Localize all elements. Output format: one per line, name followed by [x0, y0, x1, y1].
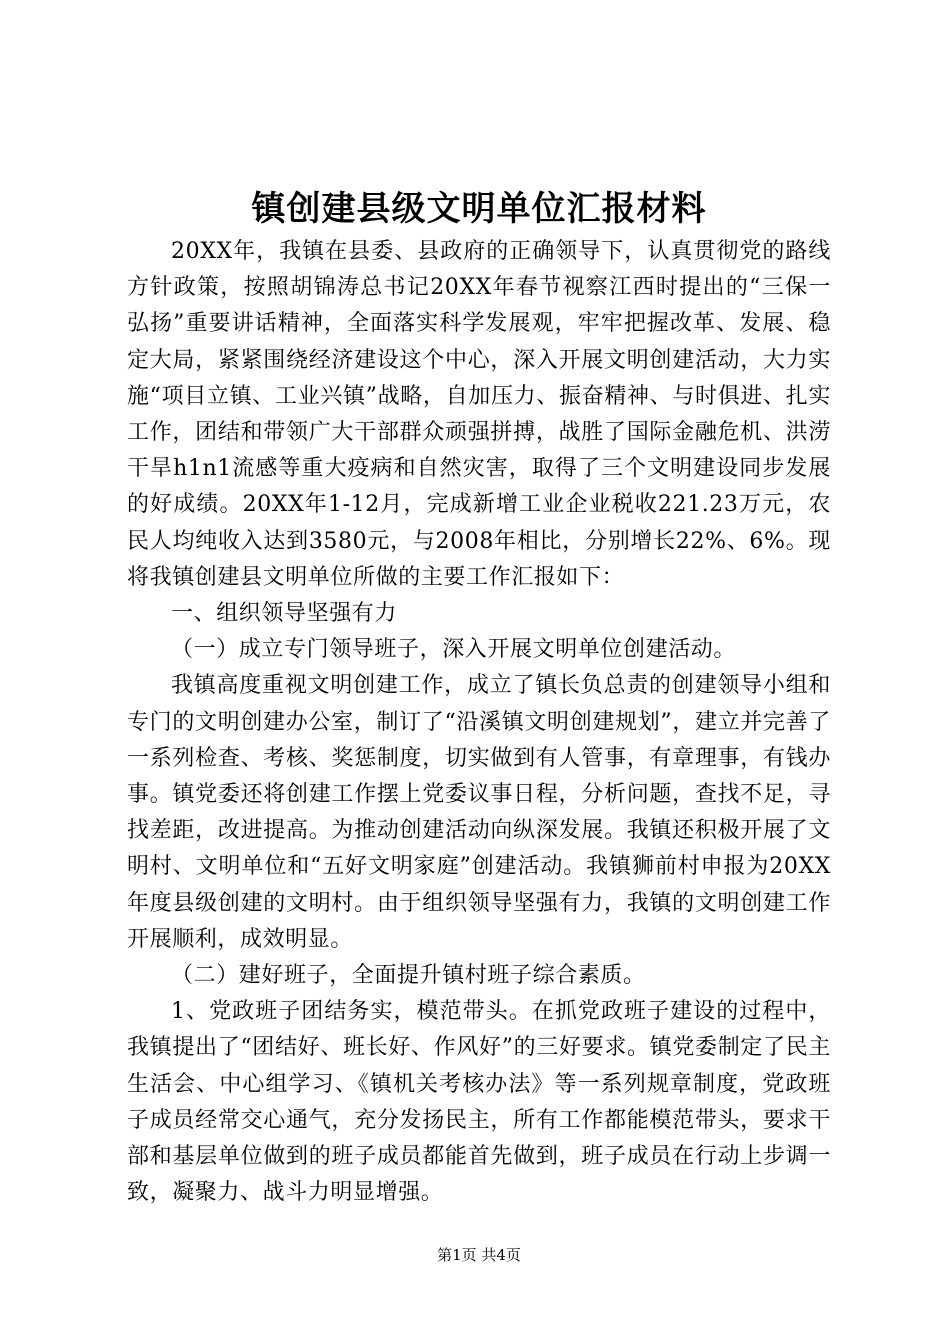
document-page [127, 0, 831, 1344]
paragraph-intro: 20XX年，我镇在县委、县政府的正确领导下，认真贯彻党的路线方针政策，按照胡锦涛总书记20XX年春节视察江西时提出的“三保一弘扬”重要讲话精神，全面落实科学发展观，牢牢把握改革、发展、稳定大局，紧紧围绕经济建设这个中心，深入开展文明创建活动，大力实施“项目立镇、工业兴镇”战略，自加压力、振奋精神、与时俱进、扎实工作，团结和带领广大干部群众顽强拼搏，战胜了国际金融危机、洪涝干旱h1n1流感等重大疫病和自然灾害，取得了三个文明建设同步发展的好成绩。20XX年1-12月，完成新增工业企业税收221.23万元，农民人均纯收入达到3580元，与2008年相比，分别增长22%、6%。现将我镇创建县文明单位所做的主要工作汇报如下： [127, 239, 831, 590]
subsection-heading-1: （一）成立专门领导班子，深入开展文明单位创建活动。 [171, 637, 737, 663]
paragraph-team-building: 1、党政班子团结务实，模范带头。在抓党政班子建设的过程中，我镇提出了“团结好、班长好、作风好”的三好要求。镇党委制定了民主生活会、中心组学习、《镇机关考核办法》等一系列规章制度，党政班子成员经常交心通气，充分发扬民主，所有工作都能模范带头，要求干部和基层单位做到的班子成员都能首先做到，班子成员在行动上步调一致，凝聚力、战斗力明显增强。 [127, 999, 831, 1206]
document-title: 镇创建县级文明单位汇报材料 [251, 189, 707, 229]
subsection-heading-2: （二）建好班子，全面提升镇村班子综合素质。 [171, 963, 646, 989]
section-heading-1: 一、组织领导坚强有力 [171, 601, 398, 627]
page-number-footer: 第1页 共4页 [437, 1246, 521, 1264]
document-body [127, 234, 831, 1211]
paragraph-leadership: 我镇高度重视文明创建工作，成立了镇长负总责的创建领导小组和专门的文明创建办公室，制订了“沿溪镇文明创建规划”，建立并完善了一系列检查、考核、奖惩制度，切实做到有人管事，有章理事，有钱办事。镇党委还将创建工作摆上党委议事日程，分析问题，查找不足，寻找差距，改进提高。为推动创建活动向纵深发展。我镇还积极开展了文明村、文明单位和“五好文明家庭”创建活动。我镇狮前村申报为20XX年度县级创建的文明村。由于组织领导坚强有力，我镇的文明创建工作开展顺利，成效明显。 [127, 673, 831, 952]
